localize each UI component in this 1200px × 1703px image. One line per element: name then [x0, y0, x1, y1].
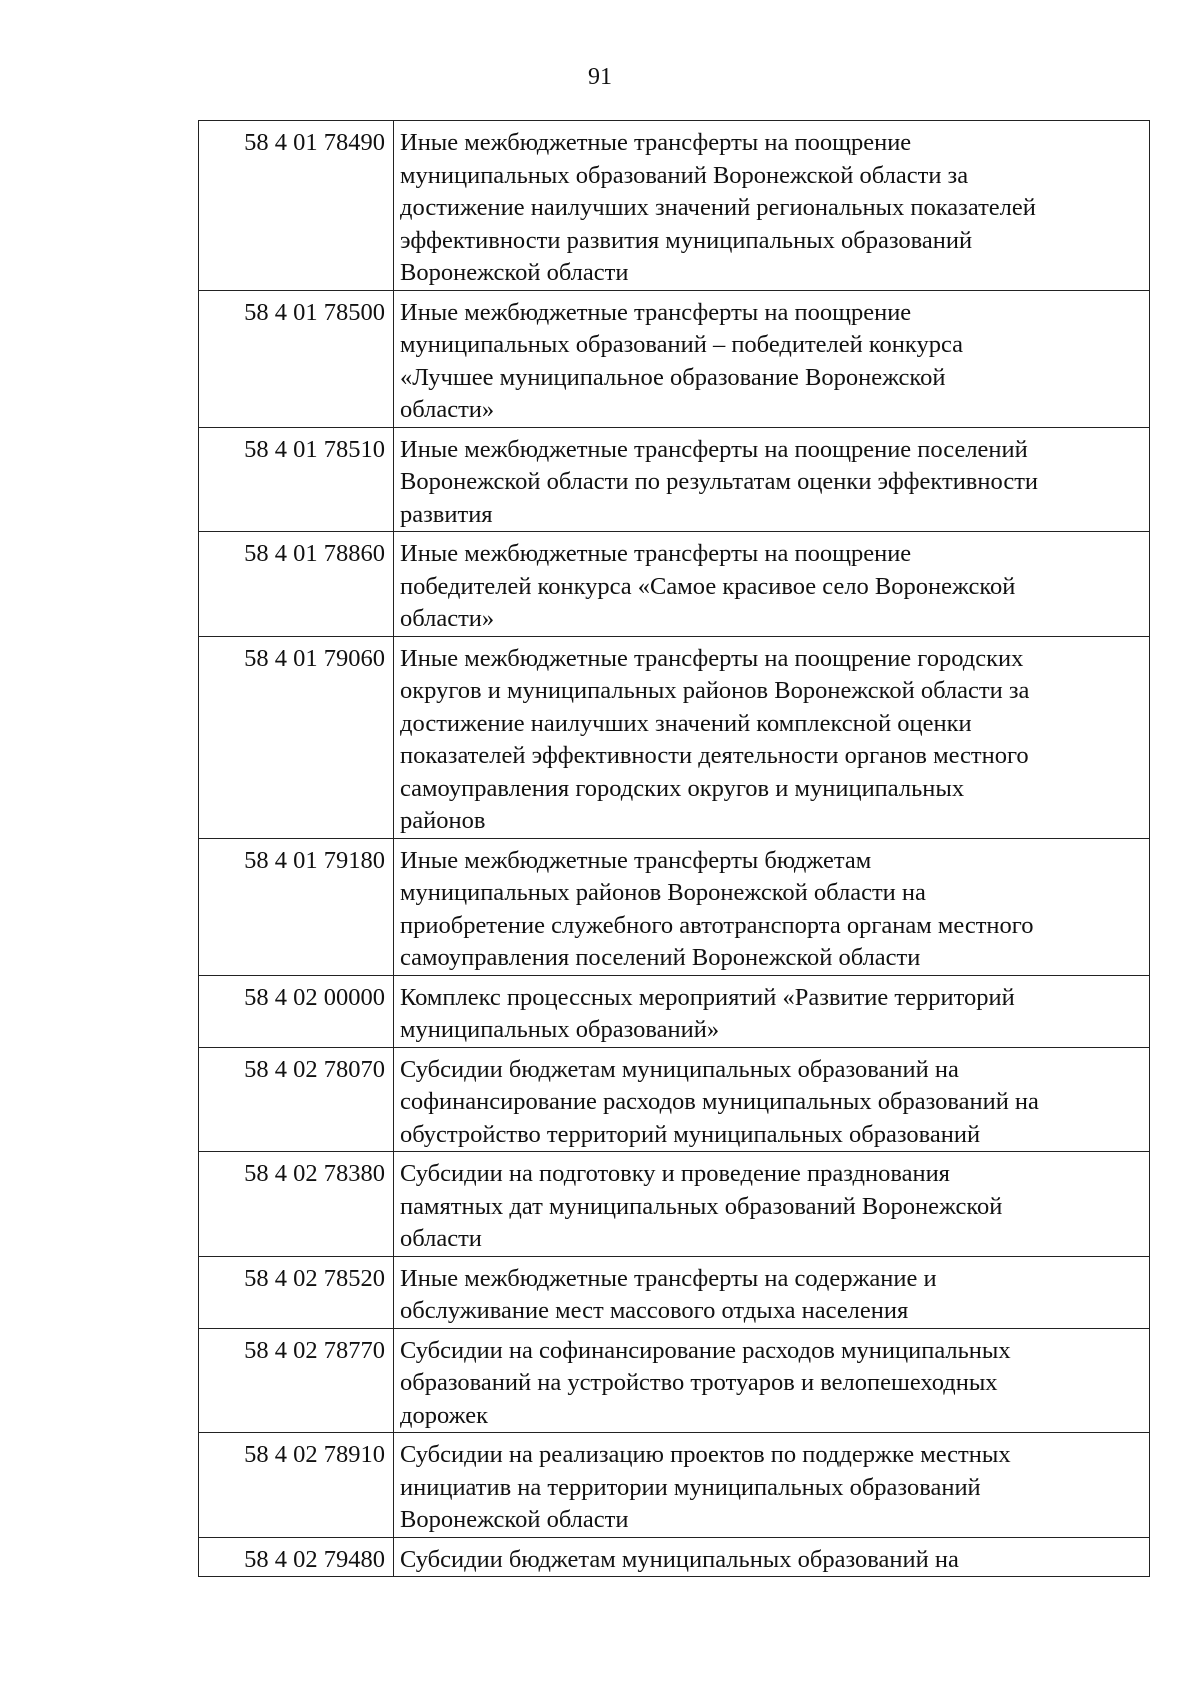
description-line: области» — [400, 605, 495, 632]
description-cell — [394, 636, 1150, 838]
budget-code-cell: 58 4 02 78520 — [199, 1256, 394, 1328]
description-line: «Лучшее муниципальное образование Воронежской — [400, 363, 946, 391]
table-row — [199, 121, 1150, 291]
description-line: Иные межбюджетные трансферты на поощрение городских — [400, 644, 1024, 672]
description-line: развития — [400, 500, 493, 528]
table-row — [199, 427, 1150, 532]
description-line: муниципальных образований» — [400, 1016, 720, 1043]
table-row — [199, 838, 1150, 975]
description-line: Иные межбюджетные трансферты на содержание и — [400, 1264, 937, 1292]
table-row — [199, 532, 1150, 637]
table-body — [199, 121, 1150, 1577]
description-line: приобретение служебного автотранспорта органам местного — [400, 911, 1034, 939]
description-line: Субсидии на реализацию проектов по поддержке местных — [400, 1441, 1011, 1468]
description-line: Воронежской области — [400, 259, 629, 286]
description-line: самоуправления городских округов и муниципальных — [400, 774, 965, 802]
description-line: Субсидии бюджетам муниципальных образований на — [400, 1055, 959, 1083]
budget-code-cell: 58 4 02 78380 — [199, 1152, 394, 1257]
description-line: области — [400, 1225, 482, 1252]
description-line: Иные межбюджетные трансферты на поощрение поселений — [400, 435, 1028, 463]
description-line: Комплекс процессных мероприятий «Развитие территорий — [400, 983, 1015, 1011]
description-cell — [394, 1433, 1150, 1538]
table-row — [199, 290, 1150, 427]
description-line: самоуправления поселений Воронежской области — [400, 944, 921, 971]
description-cell — [394, 532, 1150, 637]
description-line: Воронежской области — [400, 1506, 629, 1533]
budget-code-cell: 58 4 02 78070 — [199, 1047, 394, 1152]
description-cell — [394, 1537, 1150, 1577]
description-line: инициатив на территории муниципальных образований — [400, 1473, 981, 1501]
description-line: Иные межбюджетные трансферты на поощрение — [400, 298, 912, 326]
description-line: округов и муниципальных районов Воронежской области за — [400, 677, 1030, 704]
budget-code-cell: 58 4 01 78490 — [199, 121, 394, 291]
description-cell — [394, 838, 1150, 975]
page-number: 91 — [588, 64, 612, 90]
description-line: победителей конкурса «Самое красивое село Воронежской — [400, 572, 1016, 600]
description-line: образований на устройство тротуаров и велопешеходных — [400, 1369, 998, 1396]
description-line: обслуживание мест массового отдыха населения — [400, 1297, 909, 1324]
budget-code-cell: 58 4 01 78860 — [199, 532, 394, 637]
description-cell — [394, 1328, 1150, 1433]
budget-code-table — [198, 120, 1150, 1577]
description-line: Субсидии на софинансирование расходов муниципальных — [400, 1336, 1011, 1364]
description-line: софинансирование расходов муниципальных образований на — [400, 1088, 1039, 1115]
table-row — [199, 1047, 1150, 1152]
description-line: районов — [400, 807, 486, 834]
table-row — [199, 1256, 1150, 1328]
description-line: памятных дат муниципальных образований Воронежской — [400, 1192, 1003, 1220]
description-cell — [394, 1256, 1150, 1328]
description-line: Иные межбюджетные трансферты бюджетам — [400, 846, 872, 874]
budget-code-cell: 58 4 02 78770 — [199, 1328, 394, 1433]
description-line: области» — [400, 396, 495, 423]
description-line: дорожек — [400, 1401, 488, 1429]
description-line: Воронежской области по результатам оценки эффективности — [400, 468, 1039, 495]
description-line: Субсидии на подготовку и проведение празднования — [400, 1160, 950, 1187]
description-line: обустройство территорий муниципальных образований — [400, 1120, 981, 1148]
budget-code-cell: 58 4 01 79180 — [199, 838, 394, 975]
table-row — [199, 636, 1150, 838]
budget-code-cell: 58 4 01 78510 — [199, 427, 394, 532]
budget-code-cell: 58 4 01 78500 — [199, 290, 394, 427]
table-row — [199, 1152, 1150, 1257]
description-line: показателей эффективности деятельности органов местного — [400, 742, 1029, 769]
description-line: Иные межбюджетные трансферты на поощрение — [400, 540, 912, 567]
budget-code-cell: 58 4 01 79060 — [199, 636, 394, 838]
description-line: муниципальных образований Воронежской области за — [400, 161, 969, 189]
budget-code-cell: 58 4 02 79480 — [199, 1537, 394, 1577]
description-line: достижение наилучших значений региональных показателей — [400, 194, 1036, 221]
table-row — [199, 1537, 1150, 1577]
description-cell — [394, 1152, 1150, 1257]
description-line: достижение наилучших значений комплексной оценки — [400, 709, 972, 737]
budget-code-cell: 58 4 02 78910 — [199, 1433, 394, 1538]
description-cell — [394, 121, 1150, 291]
description-cell — [394, 290, 1150, 427]
table-row — [199, 1328, 1150, 1433]
budget-code-cell: 58 4 02 00000 — [199, 975, 394, 1047]
table-row — [199, 975, 1150, 1047]
table-row — [199, 1433, 1150, 1538]
description-line: муниципальных образований – победителей конкурса — [400, 331, 963, 358]
description-line: эффективности развития муниципальных образований — [400, 226, 973, 254]
description-cell — [394, 427, 1150, 532]
description-line: муниципальных районов Воронежской области на — [400, 879, 926, 906]
description-cell — [394, 975, 1150, 1047]
description-cell — [394, 1047, 1150, 1152]
description-line: Субсидии бюджетам муниципальных образований на — [400, 1545, 959, 1573]
description-line: Иные межбюджетные трансферты на поощрение — [400, 129, 912, 156]
